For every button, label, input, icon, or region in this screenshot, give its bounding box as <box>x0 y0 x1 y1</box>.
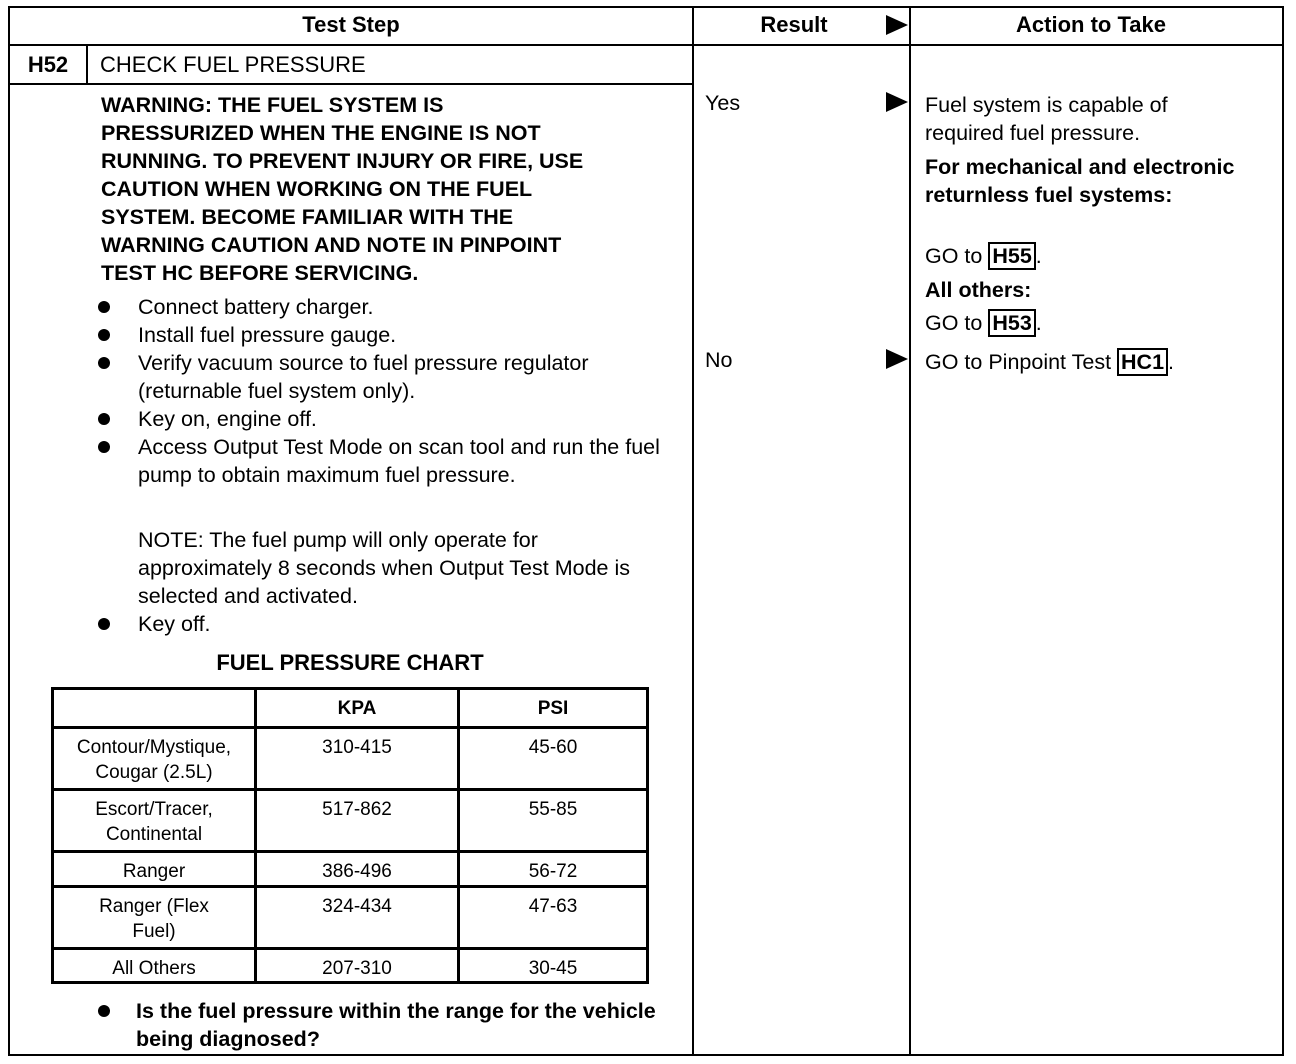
table-cell: Contour/Mystique, Cougar (2.5L) <box>53 728 256 790</box>
header-arrow-icon <box>886 15 908 35</box>
bottom-border <box>8 1054 1284 1056</box>
header-action: Action to Take <box>1016 12 1166 37</box>
table-cell: 310-415 <box>256 728 459 790</box>
table-cell: Ranger (Flex Fuel) <box>53 887 256 949</box>
action-mech-heading: For mechanical and electronic returnless fuel systems: <box>925 155 1235 207</box>
table-row <box>53 852 648 887</box>
table-row <box>53 728 648 790</box>
table-header-row <box>53 689 648 728</box>
goto-label: GO to <box>925 311 983 335</box>
header-bottom-border <box>8 44 1284 46</box>
list-item-text: Access Output Test Mode on scan tool and run the fuel pump to obtain maximum fuel pressure. <box>138 435 660 487</box>
result-no: No <box>705 348 733 372</box>
table-row <box>53 949 648 983</box>
column-header: PSI <box>459 689 648 728</box>
table-cell: 517-862 <box>256 790 459 852</box>
list-item-text: Key off. <box>138 612 211 636</box>
step-title: CHECK FUEL PRESSURE <box>100 52 366 77</box>
warning-line: CAUTION WHEN WORKING ON THE FUEL <box>101 177 533 201</box>
list-item-text: Connect battery charger. <box>138 295 374 319</box>
table-cell: 55-85 <box>459 790 648 852</box>
action-all-others: All others: <box>925 278 1032 302</box>
action-goto-h53 <box>925 309 1285 337</box>
period: . <box>1035 311 1042 335</box>
left-border <box>8 6 10 1056</box>
note-text: NOTE: The fuel pump will only operate for approximately 8 seconds when Output Test Mode is selected and activated. <box>138 528 630 608</box>
table-cell: 386-496 <box>256 852 459 887</box>
warning-block <box>101 91 671 287</box>
warning-line: SYSTEM. BECOME FAMILIAR WITH THE <box>101 205 514 229</box>
warning-line: WARNING: THE FUEL SYSTEM IS <box>101 93 444 117</box>
chart-title: FUEL PRESSURE CHART <box>216 650 484 675</box>
list-item <box>96 293 696 321</box>
link-h55[interactable]: H55 <box>988 242 1035 270</box>
warning-line: TEST HC BEFORE SERVICING. <box>101 261 419 285</box>
result-no-arrow-icon <box>886 349 908 369</box>
table-cell: 30-45 <box>459 949 648 983</box>
goto-label: GO to <box>925 244 983 268</box>
list-item <box>96 405 696 433</box>
warning-line: RUNNING. TO PREVENT INJURY OR FIRE, USE <box>101 149 584 173</box>
question-text: Is the fuel pressure within the range for the vehicle being diagnosed? <box>136 999 656 1051</box>
fuel-pressure-table <box>51 687 649 984</box>
table-row <box>53 790 648 852</box>
list-item <box>96 433 668 489</box>
list-item-text: Verify vacuum source to fuel pressure regulator (returnable fuel system only). <box>138 351 589 403</box>
step-title-bottom-border <box>8 83 694 85</box>
result-yes-arrow-icon <box>886 92 908 112</box>
question-item <box>96 997 676 1053</box>
table-cell: 207-310 <box>256 949 459 983</box>
action-left-border <box>909 6 911 1056</box>
bullet-icon <box>98 357 110 369</box>
table-cell: Escort/Tracer, Continental <box>53 790 256 852</box>
table-cell: 47-63 <box>459 887 648 949</box>
column-header <box>53 689 256 728</box>
table-row <box>53 887 648 949</box>
list-item-text: Install fuel pressure gauge. <box>138 323 397 347</box>
action-yes-text: Fuel system is capable of required fuel pressure. <box>925 93 1168 145</box>
result-left-border <box>692 6 694 1056</box>
top-border <box>8 6 1284 8</box>
warning-line: PRESSURIZED WHEN THE ENGINE IS NOT <box>101 121 541 145</box>
table-cell: 324-434 <box>256 887 459 949</box>
link-hc1[interactable]: HC1 <box>1117 348 1168 376</box>
warning-line: WARNING CAUTION AND NOTE IN PINPOINT <box>101 233 562 257</box>
result-yes: Yes <box>705 91 741 115</box>
bullet-icon <box>98 618 110 630</box>
list-item <box>96 349 628 405</box>
table-cell: All Others <box>53 949 256 983</box>
header-result: Result <box>760 12 828 37</box>
bullet-icon <box>98 441 110 453</box>
list-item-text: Key on, engine off. <box>138 407 317 431</box>
header-test-step: Test Step <box>302 12 400 37</box>
period: . <box>1168 350 1175 374</box>
bullet-icon <box>98 329 110 341</box>
list-item <box>96 321 696 349</box>
procedure-list <box>96 293 696 489</box>
id-divider <box>86 44 88 85</box>
bullet-icon <box>98 301 110 313</box>
action-no-text: GO to Pinpoint Test <box>925 350 1112 374</box>
table-cell: Ranger <box>53 852 256 887</box>
period: . <box>1035 244 1042 268</box>
bullet-icon <box>98 413 110 425</box>
action-no <box>925 348 1285 376</box>
right-border <box>1282 6 1284 1056</box>
step-id: H52 <box>27 52 69 77</box>
table-cell: 45-60 <box>459 728 648 790</box>
bullet-icon <box>98 1005 110 1017</box>
table-cell: 56-72 <box>459 852 648 887</box>
column-header: KPA <box>256 689 459 728</box>
action-goto-h55 <box>925 242 1285 270</box>
link-h53[interactable]: H53 <box>988 309 1035 337</box>
